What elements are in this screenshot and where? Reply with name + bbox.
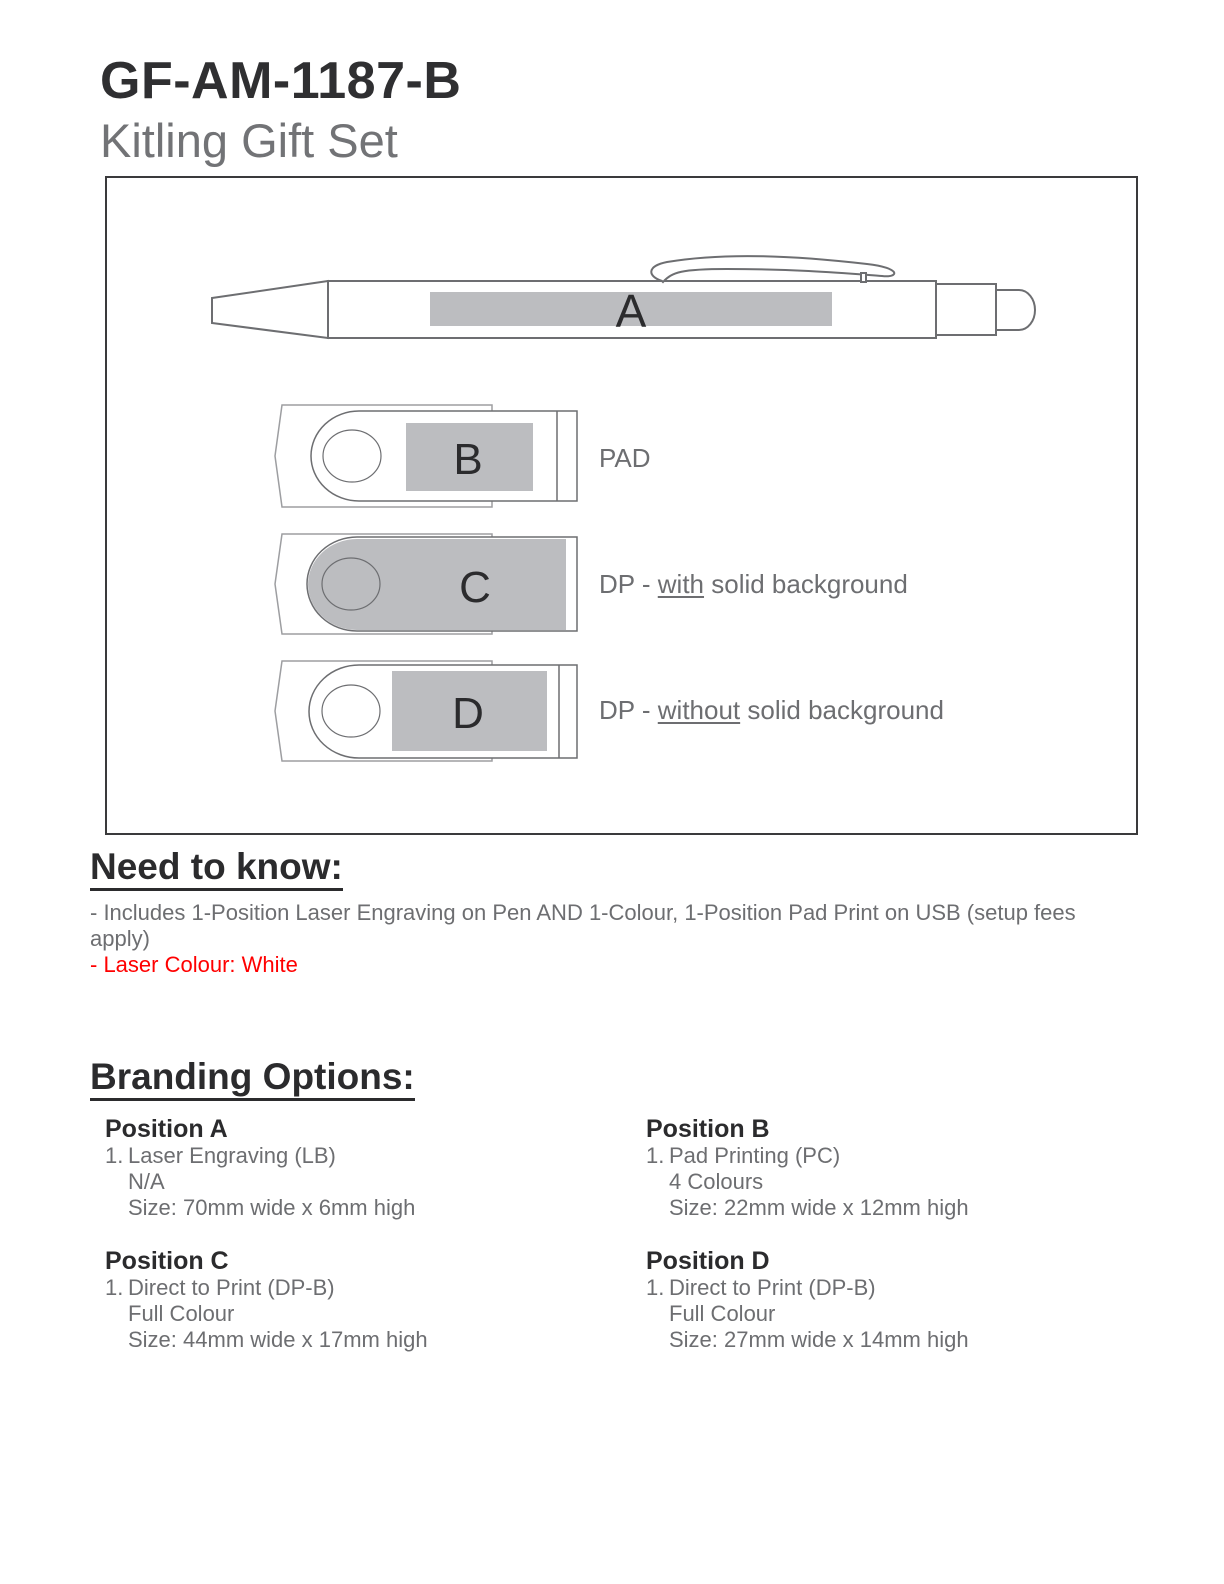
branding-size: Size: 22mm wide x 12mm high [669,1195,969,1220]
position-a-block [105,1115,585,1221]
pen-clip-stem [861,273,866,282]
method-emphasis: with [657,569,705,599]
position-d-block [646,1247,1126,1353]
branding-size: Size: 44mm wide x 17mm high [128,1327,428,1352]
product-name: Kitling Gift Set [100,114,398,167]
branding-options-heading: Branding Options: [90,1058,415,1101]
pen-tip [212,281,328,338]
usb-position-label-c: C [459,563,491,612]
position-title: Position C [105,1247,229,1275]
method-emphasis: without [657,695,741,725]
list-number: 1. [646,1275,665,1300]
pen-button [996,290,1035,330]
method-prefix: DP - [599,569,658,599]
need-to-know-note-setup: - Includes 1-Position Laser Engraving on Pen AND 1-Colour, 1-Position Pad Print on USB (setup fees apply) [90,900,1076,951]
list-number: 1. [646,1143,665,1168]
method-prefix: PAD [599,443,651,473]
branding-diagram-frame [105,176,1138,835]
list-number: 1. [105,1143,124,1168]
usb-position-label-d: D [452,689,484,738]
branding-size: Size: 27mm wide x 14mm high [669,1327,969,1352]
position-title: Position D [646,1247,770,1275]
method-suffix: solid background [740,695,944,725]
branding-method: Laser Engraving (LB) [128,1143,336,1168]
branding-colours: Full Colour [669,1301,776,1326]
pen-collar [936,284,996,335]
need-to-know-note-laser-colour: - Laser Colour: White [90,952,298,977]
branding-method: Direct to Print (DP-B) [669,1275,876,1300]
usb-b-keyring-hole [323,430,381,482]
position-b-block [646,1115,1126,1221]
usb-b-illustration [275,405,577,507]
list-number: 1. [105,1275,124,1300]
usb-d-illustration [275,661,577,761]
method-prefix: DP - [599,695,658,725]
need-to-know-heading: Need to know: [90,848,343,891]
branding-size: Size: 70mm wide x 6mm high [128,1195,416,1220]
usb-print-area-c [308,539,566,630]
usb-d-method-label [599,697,944,723]
usb-position-label-b: B [453,435,483,484]
usb-c-illustration [275,534,577,634]
pen-clip [651,256,894,282]
branding-diagram [107,178,1135,832]
branding-colours: 4 Colours [669,1169,764,1194]
branding-method: Direct to Print (DP-B) [128,1275,335,1300]
position-title: Position A [105,1115,228,1143]
usb-d-keyring-hole [322,685,380,737]
product-code: GF-AM-1187-B [100,52,462,110]
usb-c-method-label [599,571,908,597]
pen-position-label-a: A [615,285,647,337]
branding-method: Pad Printing (PC) [669,1143,841,1168]
position-title: Position B [646,1115,770,1143]
usb-b-method-label [599,445,651,471]
method-suffix: solid background [704,569,908,599]
branding-colours: N/A [128,1169,165,1194]
branding-colours: Full Colour [128,1301,235,1326]
position-c-block [105,1247,585,1353]
